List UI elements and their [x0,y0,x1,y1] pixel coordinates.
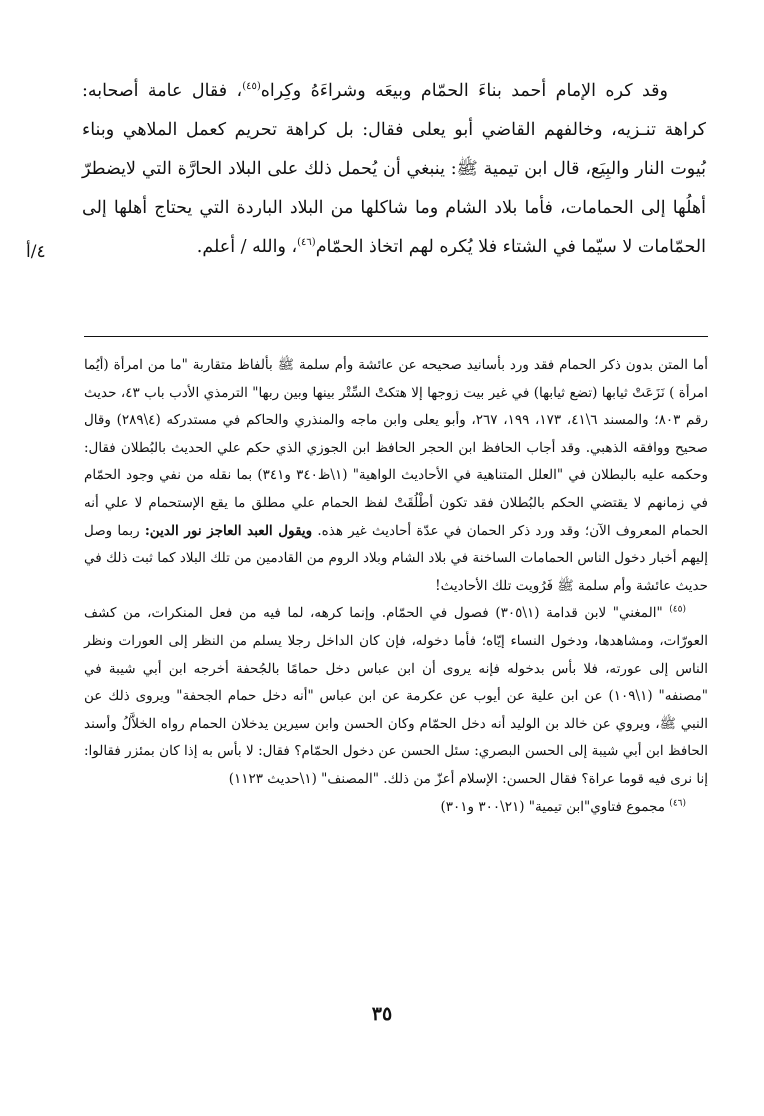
footnote-reference-46: (٤٦) [297,237,316,249]
footnote-reference-45: (٤٥) [242,81,261,93]
main-paragraph-text: وقد كره الإمام أحمد بناءَ الحمّام وبيعَه وشراءَهُ وكِراه [260,81,668,101]
footnote-divider [84,336,708,337]
footnote-continuation [84,352,708,600]
author-remark-text: ربما وصل إليهم أخبار دخول الناس الحمامات الساخنة في بلاد الشام وبلاد الروم من القادمين من تلك البلاد كما ثبت ذلك في حديث عائشة وأم سلمة ﷺ فَرُويت تلك الأحاديث! [84,522,708,594]
main-paragraph-text-continued: ، فقال عامة أصحابه: كراهة تنـزيه، وخالفهم القاضي أبو يعلى فقال: بل كراهة تحريم كعمل الملاهي وبناء بُيوت النار والبِيَع، قال ابن تيمية ﷺ: ينبغي أن يُحمل ذلك على البلاد الحارَّة التي لايضطرّ أهلُها إلى الحمامات، فأما بلاد الشام وما شاكلها من البلاد الباردة التي يحتاج أهلها إلى الحمّامات لا سيّما في الشتاء فلا يُكره لهم اتخاذ الحمّام [82,81,706,257]
footnote-46-marker: (٤٦) [669,798,686,808]
main-paragraph [82,72,706,267]
folio-margin-mark: ٤/أ [26,242,46,262]
footnote-45 [84,600,708,793]
page-number: ٣٥ [371,1003,393,1025]
footnotes-section [84,352,708,821]
footnote-46-text: مجموع فتاوي"ابن تيمية" (٢١\٣٠٠ و٣٠١) [440,798,670,815]
main-closing-text: ، والله / أعلم. [196,237,298,257]
footnote-continuation-text: أما المتن بدون ذكر الحمام فقد ورد بأسانيد صحيحه عن عائشة وأم سلمة ﷺ بألفاظ متقاربة "ما من امرأة (أيُما امرأة ) نَزَعَتْ ثيابها (تضع ثيابها) في غير بيت زوجها إلا هتكتْ السِّتْر بينها وبين ربها" الترمذي الأدب باب ٤٣، حديث رقم ٨٠٣؛ والمسند ٦\٤١، ١٧٣، ١٩٩، ٢٦٧، وأبو يعلى وابن ماجه والمنذري والحاكم في مستدركه (٤\٢٨٩) وقال صحيح ووافقه الذهبي. وقد أجاب الحافظ ابن الحجر الحافظ ابن الجوزي الذي حكم علي الحديث بالبُطلان فقال: وحكمه عليه بالبطلان في "العلل المتناهية في الأحاديث الواهية" (١\ظ٣٤٠ و٣٤١) بما نقله من نفي وجود الحمّام في زمانهم لا يقتضي الحكم بالبُطلان فقد تكون أطْلُقَتْ لفظ الحمام علي مطلق ما يقع الإستحمام لا علي أنه الحمام المعروف الآن؛ وقد ورد ذكر الحمان في عدّة أحاديث غير هذه. [84,357,709,539]
footnote-45-text: "المغني" لابن قدامة (١\٣٠٥) فصول في الحمّام. وإنما كرهه، لما فيه من فعل المنكرات، من كشف العورّات، ومشاهدها، ودخول النساء إيّاه؛ فأما دخوله، فإن كان الداخل رجلا يسلم من النظر إلى العورات ونظر الناس إلى عورته، فلا بأس بدخوله فإنه يروى أن ابن عباس دخل حمامًا بالجُحفة أخرجه ابن أبي شيبة في "مصنفه" (١\١٠٩) عن ابن علية عن أيوب عن عكرمة عن ابن عباس "أنه دخل حمام الجحفة" ويروى ذلك عن النبي ﷺ، ويروي عن خالد بن الوليد أنه دخل الحمّام وكان الحسن وابن سيرين يدخلان الحمام رواه الخلاَّلُ وأسند الحافظ ابن أبي شيبة إلى الحسن البصري: سئل الحسن عن دخول الحمّام؟ فقال: لا بأس به إذا كان بمئزر فقالوا: إنا نرى فيه قوما عراة؟ فقال الحسن: الإسلام أعزّ من ذلك. "المصنف" (١\حديث ١١٢٣) [84,605,708,787]
footnote-46 [84,794,708,822]
footnote-45-marker: (٤٥) [669,604,686,615]
main-body-text [82,72,706,267]
author-remark-label: ويقول العبد العاجز نور الدين: [144,522,313,539]
